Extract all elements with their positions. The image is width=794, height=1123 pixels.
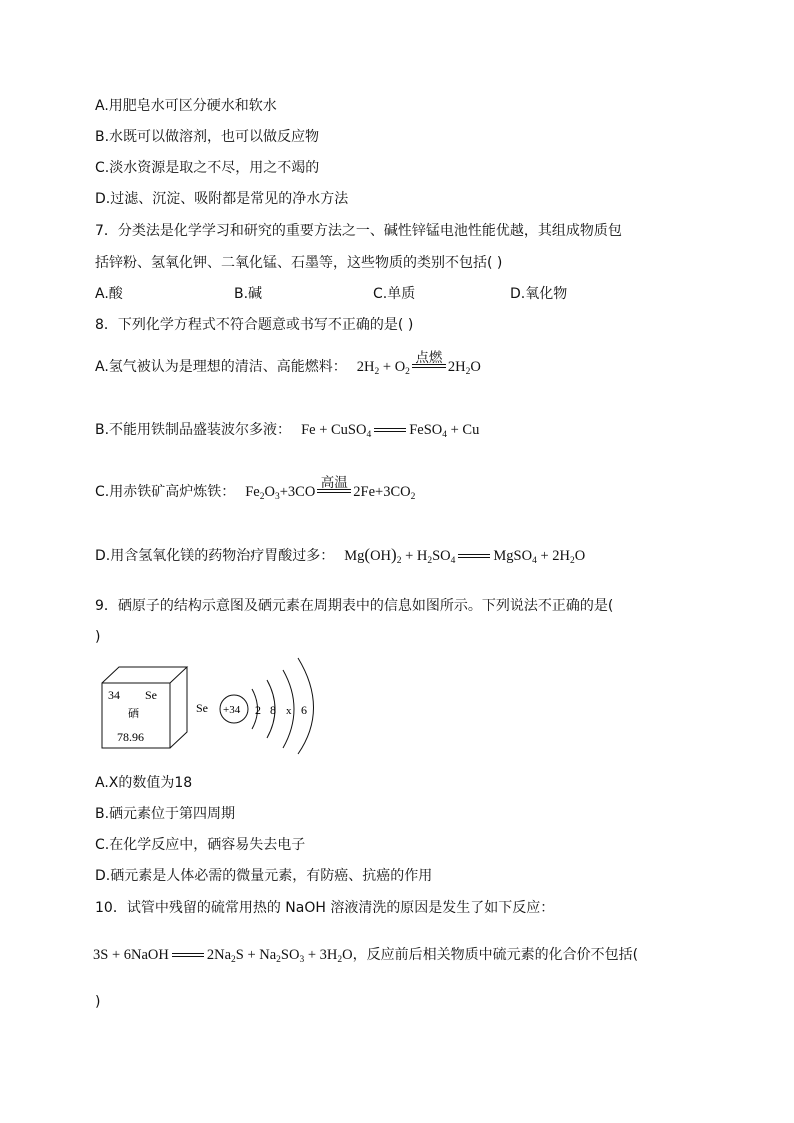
shell-3-count: x: [286, 705, 292, 717]
q8-equation-c: $Fe_2O_3+3CO$ 高温 $2Fe+3CO_2$: [245, 474, 416, 502]
q6-option-c: C.淡水资源是取之不尽，用之不竭的: [95, 160, 320, 176]
q7-stem-line1: 7．分类法是化学学习和研究的重要方法之一、碱性锌锰电池性能优越，其组成物质包: [95, 223, 622, 239]
q9-option-c: C.在化学反应中，硒容易失去电子: [95, 837, 306, 853]
q7-option-a: A.酸: [95, 286, 123, 302]
selenium-figure: [95, 652, 320, 756]
q7-option-c: C.单质: [373, 286, 416, 302]
q9-option-a: A.X的数值为18: [95, 775, 193, 791]
element-symbol: Se: [145, 688, 157, 702]
q8-equation-a: $2H_2 + O_2$ 点燃 $2H_2O$: [356, 349, 481, 377]
q8-option-a-text: A.氢气被认为是理想的清洁、高能燃料：: [95, 359, 347, 375]
condition-high-temp: 高温: [320, 474, 348, 491]
q6-option-d: D.过滤、沉淀、吸附都是常见的净水方法: [95, 191, 349, 207]
atomic-mass: 78.96: [117, 730, 144, 744]
q6-option-a: A.用肥皂水可区分硬水和软水: [95, 98, 277, 114]
q8-option-a: [95, 349, 481, 377]
element-name: 硒: [128, 707, 139, 720]
q8-equation-d: $Mg(OH)_2 + H_2SO_4$ MgSO$_4$ + $2H_2O$: [344, 545, 586, 566]
q10-stem-continued: ，反应前后相关物质中硫元素的化合价不包括(: [352, 947, 639, 963]
q8-option-c-text: C.用赤铁矿高炉炼铁：: [95, 484, 236, 500]
shell-2-count: 8: [270, 703, 276, 717]
q10-equation: 3S + 6NaOH $2Na_2S + Na_2SO_3 + 3H_2O$: [93, 947, 353, 965]
q8-equation-b: Fe + CuSO$_4$ FeSO$_4$ + Cu: [301, 422, 480, 440]
q9-stem-line2: ): [95, 629, 101, 645]
q7-option-b: B.碱: [234, 286, 263, 302]
q10-stem: 10．试管中残留的硫常用热的 NaOH 溶液清洗的原因是发生了如下反应：: [95, 900, 555, 916]
q9-option-d: D.硒元素是人体必需的微量元素，有防癌、抗癌的作用: [95, 868, 433, 884]
q8-option-b: [95, 421, 479, 439]
atom-symbol: Se: [196, 701, 208, 715]
q8-option-d: [95, 546, 585, 565]
q10-equation-line: [93, 946, 638, 964]
shell-1-count: 2: [255, 703, 261, 717]
q7-stem-line2: 括锌粉、氢氧化钾、二氧化锰、石墨等，这些物质的类别不包括( ): [95, 255, 503, 271]
q8-stem: 8．下列化学方程式不符合题意或书写不正确的是( ): [95, 317, 414, 333]
nucleus-charge: +34: [223, 704, 241, 716]
condition-ignite: 点燃: [415, 349, 443, 366]
element-card: [102, 667, 187, 748]
atomic-number: 34: [108, 688, 120, 702]
q6-option-b: B.水既可以做溶剂，也可以做反应物: [95, 129, 320, 145]
q9-option-b: B.硒元素位于第四周期: [95, 806, 236, 822]
shell-4-count: 6: [301, 703, 307, 717]
q9-stem-line1: 9．硒原子的结构示意图及硒元素在周期表中的信息如图所示。下列说法不正确的是(: [95, 598, 614, 614]
q8-option-b-text: B.不能用铁制品盛装波尔多液：: [95, 422, 292, 438]
q10-close-paren: ): [95, 994, 101, 1010]
q7-option-d: D.氧化物: [510, 286, 568, 302]
q8-option-d-text: D.用含氢氧化镁的药物治疗胃酸过多：: [95, 548, 335, 564]
q8-option-c: [95, 474, 416, 502]
